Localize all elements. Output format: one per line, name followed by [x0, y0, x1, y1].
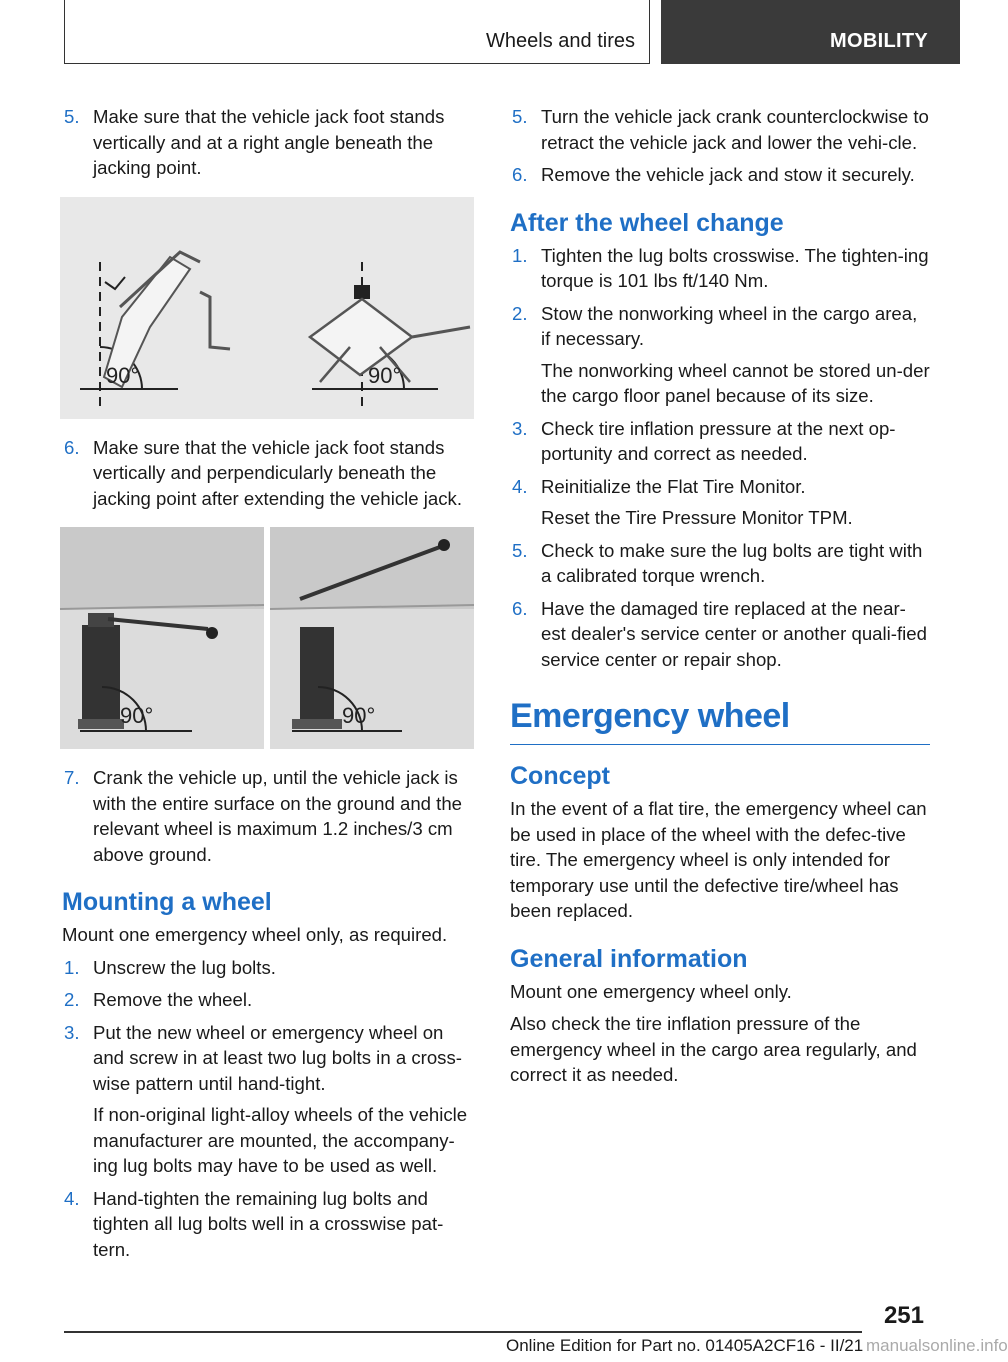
section-heading: Mounting a wheel — [62, 888, 272, 916]
step-number: 5. — [512, 106, 528, 127]
chapter-title: MOBILITY — [830, 30, 928, 52]
list-item — [510, 474, 930, 531]
section-title: Wheels and tires — [486, 30, 635, 52]
step-text: Put the new wheel or emergency wheel on and screw in at least two lug bolts in a cross-wise pattern until hand-tight. — [93, 1021, 462, 1094]
step-text: Check tire inflation pressure at the next op-portunity and correct as needed. — [541, 417, 896, 464]
step-text: Tighten the lug bolts crosswise. The tighten-ing torque is 101 lbs ft/140 Nm. — [541, 244, 929, 291]
jack-under-vehicle-photo — [60, 527, 474, 749]
angle-label: 90° — [342, 703, 376, 728]
list-item — [510, 162, 930, 188]
step-number: 2. — [64, 989, 80, 1010]
left-column — [62, 104, 476, 1269]
step-number: 5. — [64, 106, 80, 127]
general-text: Also check the tire inflation pressure of the emergency wheel in the cargo area regularly, and correct it as needed. — [510, 1013, 917, 1085]
angle-label: 90° — [120, 703, 154, 728]
step-text: Remove the vehicle jack and stow it securely. — [541, 164, 915, 185]
step-text: Crank the vehicle up, until the vehicle jack is with the entire surface on the ground and the relevant wheel is maximum 1.2 inches/3 cm above ground. — [93, 767, 463, 865]
step-number: 3. — [64, 1021, 80, 1043]
step-note: If non-original light-alloy wheels of the vehicle manufacturer are mounted, the accompany-ing lug bolts may have to be used as well. — [93, 1104, 468, 1176]
step-text: Have the damaged tire replaced at the near-est dealer's service center or another quali-fied service center or repair shop. — [541, 597, 927, 670]
list-item — [62, 987, 476, 1013]
chapter-tab — [661, 0, 960, 64]
step-number: 1. — [512, 244, 528, 266]
list-item — [62, 435, 476, 512]
concept-text: In the event of a flat tire, the emergency wheel can be used in place of the wheel with the defec-tive tire. The emergency wheel is only intended for temporary use until the defective tire/wheel has been replaced. — [510, 798, 927, 921]
list-item — [510, 104, 930, 155]
list-item — [510, 243, 930, 294]
page-number: 251 — [883, 1302, 924, 1329]
watermark: manualsonline.info — [866, 1336, 1008, 1355]
right-column — [510, 104, 930, 1095]
list-item — [62, 1186, 476, 1263]
step-number: 2. — [512, 302, 528, 324]
jack-diagram-icon — [60, 197, 474, 419]
step-text: Hand-tighten the remaining lug bolts and tighten all lug bolts well in a crosswise pat-tern. — [93, 1187, 444, 1260]
list-item — [62, 104, 476, 181]
list-item — [510, 301, 930, 409]
list-item — [62, 1020, 476, 1179]
step-text: Make sure that the vehicle jack foot stands vertically and perpendicularly beneath the jacking point after extending the vehicle jack. — [93, 436, 462, 509]
step-text: Stow the nonworking wheel in the cargo area, if necessary. — [541, 302, 918, 349]
step-note: Reset the Tire Pressure Monitor TPM. — [541, 507, 853, 528]
step-number: 4. — [512, 475, 528, 497]
step-text: Make sure that the vehicle jack foot stands vertically and at a right angle beneath the jacking point. — [93, 106, 445, 178]
step-text: Unscrew the lug bolts. — [93, 956, 276, 978]
angle-label: 90° — [368, 362, 402, 388]
step-text: Turn the vehicle jack crank counterclockwise to retract the vehicle jack and lower the vehi-cle. — [541, 106, 929, 153]
step-text: Remove the wheel. — [93, 989, 253, 1010]
section-heading: After the wheel change — [510, 208, 784, 237]
step-number: 6. — [64, 436, 80, 458]
step-number: 5. — [512, 539, 528, 561]
page-header — [0, 0, 960, 66]
list-item — [510, 416, 930, 467]
step-number: 6. — [512, 164, 528, 185]
intro-text: Mount one emergency wheel only, as required. — [62, 924, 448, 945]
footer-divider — [64, 1331, 862, 1333]
general-text: Mount one emergency wheel only. — [510, 980, 792, 1002]
step-number: 4. — [64, 1187, 80, 1209]
step-text: Reinitialize the Flat Tire Monitor. — [541, 475, 806, 497]
angle-label: 90° — [106, 362, 140, 388]
jack-angle-illustration — [60, 197, 474, 419]
list-item — [62, 955, 476, 981]
step-number: 1. — [64, 956, 80, 978]
jack-photo-icon — [60, 527, 474, 749]
step-number: 7. — [64, 767, 80, 788]
edition-text: Online Edition for Part no. 01405A2CF16 - II/21 — [506, 1336, 864, 1355]
chapter-heading: Emergency wheel — [510, 694, 930, 745]
step-number: 6. — [512, 597, 528, 619]
list-item — [510, 596, 930, 673]
section-tab — [64, 0, 650, 64]
list-item — [62, 765, 476, 867]
step-number: 3. — [512, 417, 528, 439]
step-note: The nonworking wheel cannot be stored un-der the cargo floor panel because of its size. — [541, 359, 930, 406]
step-text: Check to make sure the lug bolts are tight with a calibrated torque wrench. — [541, 539, 923, 586]
section-heading: General information — [510, 944, 748, 973]
section-heading: Concept — [510, 762, 610, 790]
list-item — [510, 538, 930, 589]
